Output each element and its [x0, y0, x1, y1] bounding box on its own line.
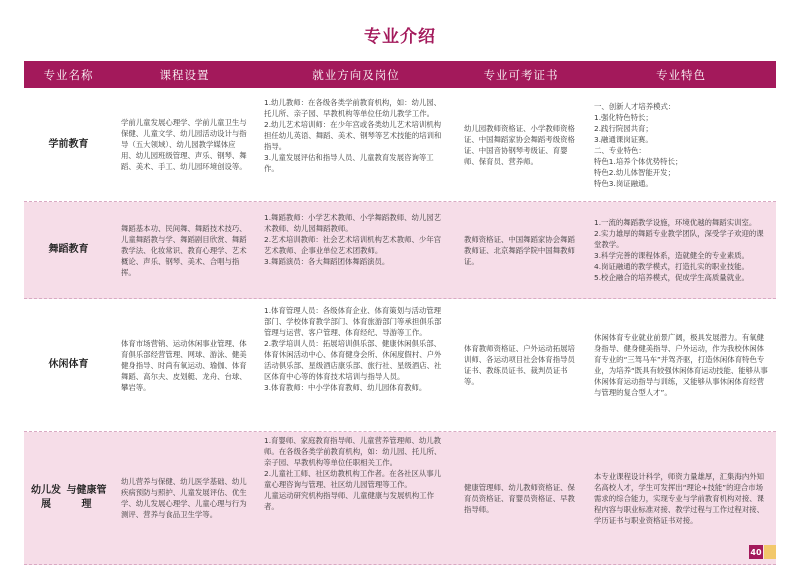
career-cell-text: 2.艺术培训教师：社会艺术培训机构艺术教师、少年宫艺术教师、企事业单位艺术团教师。	[264, 235, 442, 255]
career-cell-text: 2.幼儿艺术培训师：在少年宫或各类幼儿艺术培训机构担任幼儿英语、舞蹈、美术、钢琴等艺术技能的培训和指导。	[264, 120, 442, 151]
header-careers: 就业方向及岗位	[312, 67, 400, 82]
feature-cell-text: 1.一流的舞蹈教学设施，环境优越的舞蹈实训室。	[594, 218, 757, 227]
major-name-line: 舞蹈教育	[48, 244, 89, 255]
header-certificates: 专业可考证书	[483, 67, 559, 82]
career-cell-text: 2.儿童社工师、社区幼教机构工作者。在各社区从事儿童心理咨询与管理、社区幼儿园管理等工作。	[264, 469, 442, 489]
page-tab-decoration	[764, 545, 776, 559]
course-cell	[113, 299, 256, 431]
feature-cell-text: 3.融通课岗证赛。	[594, 134, 653, 144]
table-header	[24, 61, 776, 88]
feature-cell-text: 一、创新人才培养模式：	[594, 101, 676, 111]
certificate-cell	[456, 432, 586, 564]
feature-cell-text: 特色2.幼儿体智能开发；	[594, 167, 675, 177]
table-row	[24, 88, 776, 202]
course-cell-text: 幼儿营养与保健、幼儿医学基础、幼儿疾病预防与照护、儿童发展评估、优生学、幼儿发展心理学、儿童心理与行为测评、营养与食品卫生学等。	[121, 477, 247, 519]
major-name-line: 休闲体育	[48, 359, 89, 370]
career-cell-text: 1.体育管理人员：各级体育企业、体育策划与活动管理部门、学校体育教学部门、体育旅游部门等承担俱乐部管理与运营、客户管理、体育经纪、导游等工作。	[264, 306, 442, 337]
major-name	[24, 299, 113, 431]
major-name	[24, 432, 113, 564]
career-cell	[256, 202, 456, 298]
page-number: 40	[749, 545, 763, 559]
feature-cell-text: 特色3.岗证融通。	[594, 178, 653, 188]
certificate-cell-text: 幼儿园教师资格证、小学教师资格证、中国舞蹈家协会舞蹈考级资格证、中国音协钢琴考级证、育婴师、保育员、营养师。	[464, 123, 575, 166]
career-cell	[256, 432, 456, 564]
career-cell-text: 3.舞蹈演员：各大舞蹈团体舞蹈演员。	[264, 257, 390, 266]
feature-cell	[586, 88, 776, 201]
course-cell	[113, 202, 256, 298]
feature-cell-text: 休闲体育专业就业前景广阔，极具发展潜力。有氧健身指导、健身健美指导、户外运动，作为我校休闲体育专业的“三驾马车”并驾齐驱，打造休闲体育特色专业，为培养“既具有较强休闲体育运动技能、能够从事休闲体育运动指导与训练，又能够从事休闲体育经营与管理的复合型人才”。	[594, 333, 768, 397]
feature-cell-text: 二、专业特色：	[594, 145, 646, 155]
course-cell-text: 体育市场营销、运动休闲事业管理、体育俱乐部经营管理、网球、游泳、健美健身指导、时尚有氧运动、瑜伽、体育舞蹈、高尔夫、皮划艇、龙舟、台球、攀岩等。	[121, 338, 247, 392]
course-cell-text: 舞蹈基本功、民间舞、舞蹈技术技巧、儿童舞蹈教与学、舞蹈剧目欣赏、舞蹈教学法、化妆常识、教育心理学、艺术概论、声乐、钢琴、美术、合唱与指挥。	[121, 223, 247, 277]
career-cell-text: 1.舞蹈教师：小学艺术教师、小学舞蹈教师、幼儿园艺术教师、幼儿园舞蹈教师。	[264, 213, 442, 233]
page-title: 专业介绍	[364, 27, 436, 47]
table-row	[24, 299, 776, 432]
certificate-cell	[456, 299, 586, 431]
certificate-cell	[456, 202, 586, 298]
certificate-cell	[456, 88, 586, 201]
certificate-cell-text: 体育教师资格证、户外运动拓展培训师、各运动项目社会体育指导员证书、教练员证书、裁判员证书等。	[464, 344, 575, 386]
career-cell	[256, 88, 456, 201]
major-name-line: 幼儿发展	[31, 485, 61, 510]
career-cell-text: 3.儿童发展评估和指导人员、儿童教育发展咨询等工作。	[264, 153, 434, 173]
feature-cell-text: 特色1.培养个体优势特长；	[594, 156, 683, 166]
major-table	[24, 61, 776, 565]
career-cell-text: 1.育婴师、家庭教育指导师、儿童营养管理师、幼儿教师。在各级各类学前教育机构，如：幼儿园、托儿所、亲子园、早教机构等单位任职相关工作。	[264, 436, 442, 467]
table-row	[24, 202, 776, 299]
career-cell-text: 1.幼儿教师：在各级各类学前教育机构，如：幼儿园、托儿所、亲子园、早教机构等单位任幼儿教学工作。	[264, 98, 442, 118]
header-features: 专业特色	[656, 67, 706, 82]
career-cell-text: 2.教学培训人员：拓展培训俱乐部、健康休闲俱乐部、体育休闲活动中心、体育健身会所、休闲度假村、户外活动俱乐部、星级酒店康乐部、旅行社、星级酒店、社区体育中心等的体育技术培训与指导人员。	[264, 339, 442, 381]
feature-cell	[586, 432, 776, 564]
feature-cell-text: 4.岗证融通的教学模式，打造扎实的职业技能。	[594, 262, 749, 271]
feature-cell-text: 本专业课程设计科学，师资力量雄厚，汇集海内外知名高校人才，学生可发挥出“理论+技能”的迎合市场需求的综合能力，实现专业与学前教育机构对接、课程内容与职业标准对接、教学过程与工作过程对接、学历证书与职业资格证书对接。	[594, 471, 764, 525]
feature-cell-text: 5.校企融合的培养模式，促成学生高质量就业。	[594, 273, 749, 282]
feature-cell-text: 2.实力雄厚的舞蹈专业教学团队，深受学子欢迎的课堂教学。	[594, 229, 764, 249]
feature-cell-text: 3.科学完善的课程体系，造就健全的专业素质。	[594, 251, 749, 260]
major-name-line: 学前教育	[48, 138, 89, 150]
feature-cell-text: 2.践行院园共育；	[594, 123, 653, 133]
header-courses: 课程设置	[159, 67, 210, 82]
course-cell-text: 学前儿童发展心理学、学前儿童卫生与保健、儿童文学、幼儿园活动设计与指导（五大领域）、幼儿园教学媒体应用、幼儿园班级管理、声乐、钢琴、舞蹈、美术、手工、幼儿园环境创设等。	[121, 118, 247, 171]
major-name	[24, 202, 113, 298]
certificate-cell-text: 教师资格证、中国舞蹈家协会舞蹈教师证、北京舞蹈学院中国舞教师证。	[464, 234, 575, 266]
feature-cell	[586, 299, 776, 431]
course-cell	[113, 88, 256, 201]
major-name	[24, 88, 113, 201]
course-cell	[113, 432, 256, 564]
feature-cell	[586, 202, 776, 298]
career-cell	[256, 299, 456, 431]
header-major-name: 专业名称	[43, 67, 94, 82]
major-name-line: 与健康管理	[66, 485, 107, 510]
career-cell-text: 3.体育教师：中小学体育教师、幼儿园体育教师。	[264, 383, 427, 392]
feature-cell-text: 1.强化特色特长；	[594, 112, 653, 122]
table-row	[24, 432, 776, 565]
certificate-cell-text: 健康管理师、幼儿教师资格证、保育员资格证、育婴员资格证、早教指导师。	[464, 482, 575, 514]
career-cell-text: 儿童运动研究机构指导师、儿童健康与发展机构工作者。	[264, 491, 434, 511]
